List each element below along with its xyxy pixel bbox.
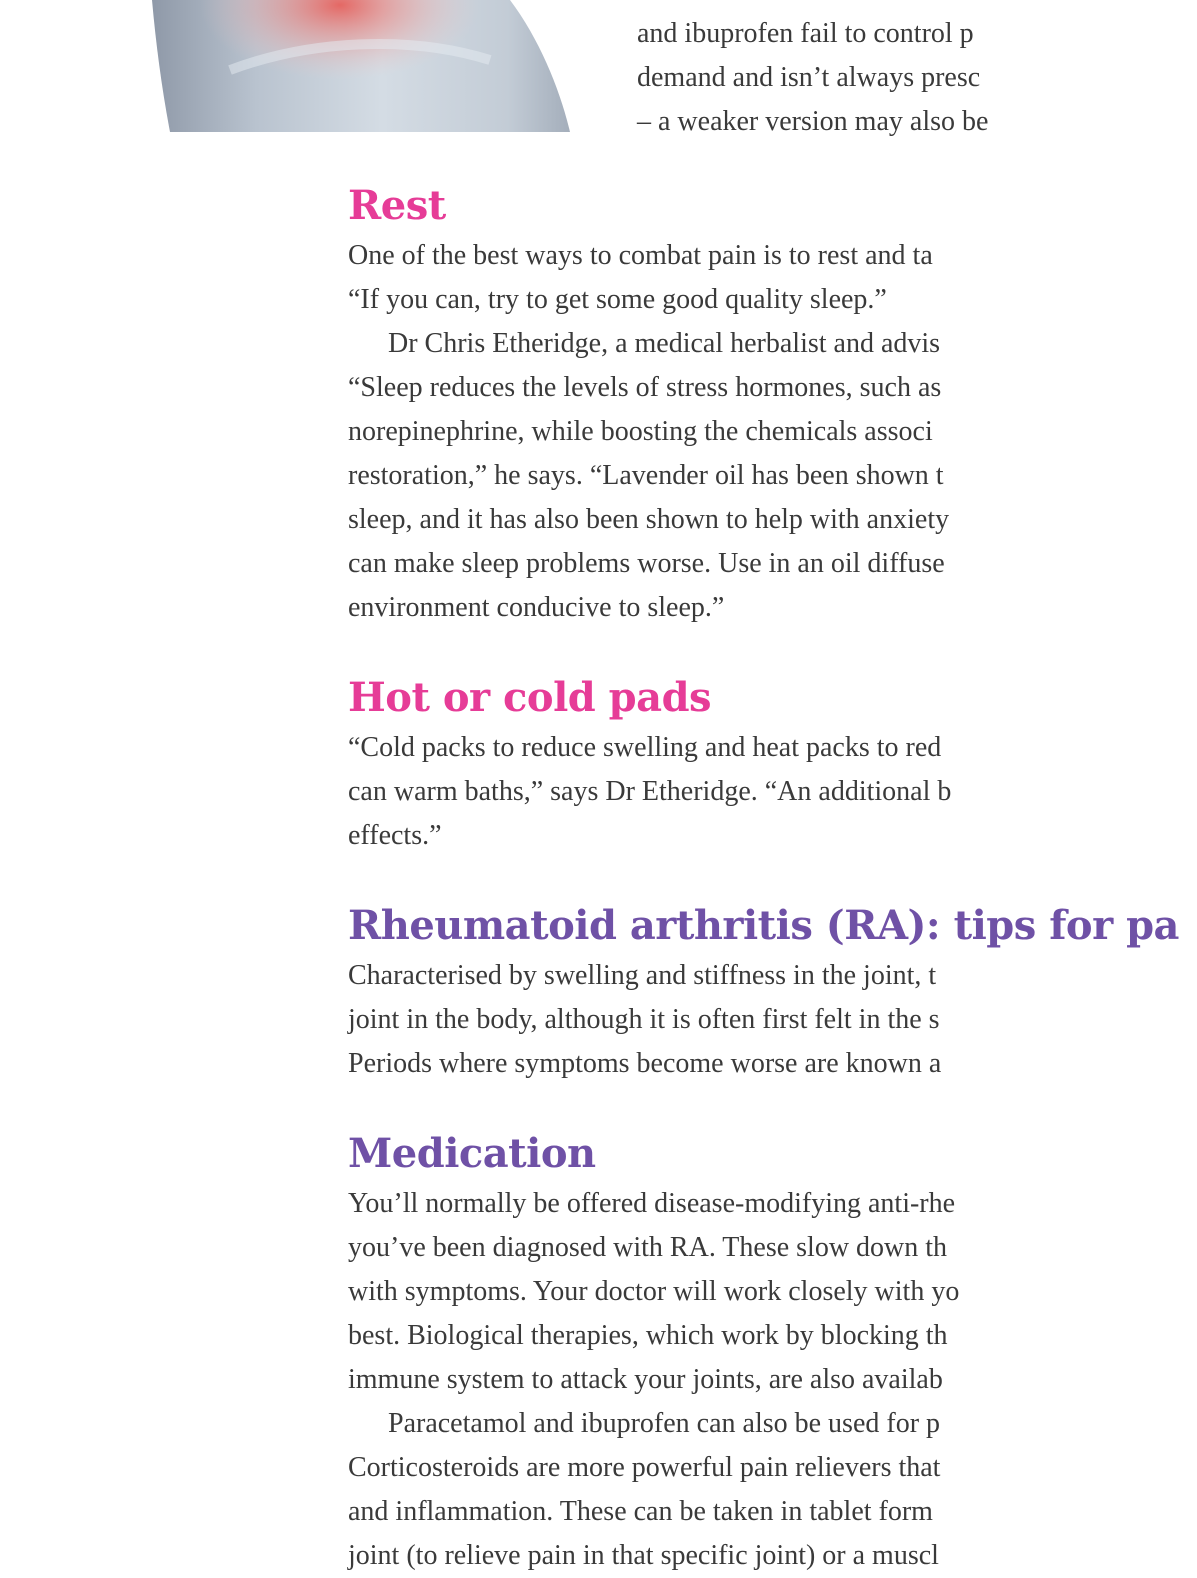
text-line: you’ve been diagnosed with RA. These slow down th [348,1232,948,1263]
text-line: demand and isn’t always presc [637,62,981,93]
text-line: best. Biological therapies, which work by blocking th [348,1320,948,1351]
section-heading-ra: Rheumatoid arthritis (RA): tips for pa [348,902,1179,949]
section-heading-hot-cold: Hot or cold pads [348,674,712,721]
article-body [348,178,1179,1578]
text-line: One of the best ways to combat pain is to rest and ta [348,240,933,271]
text-line: Corticosteroids are more powerful pain relievers that [348,1452,941,1483]
text-line: can make sleep problems worse. Use in an oil diffuse [348,548,945,579]
text-line: “Sleep reduces the levels of stress hormones, such as [348,372,942,403]
text-line: sleep, and it has also been shown to help with anxiety [348,504,950,535]
text-line: joint (to relieve pain in that specific joint) or a muscl [348,1540,939,1571]
text-line: and ibuprofen fail to control p [637,18,974,49]
text-line: Periods where symptoms become worse are known a [348,1048,942,1079]
text-line: Paracetamol and ibuprofen can also be used for p [388,1408,941,1439]
text-line: can warm baths,” says Dr Etheridge. “An additional b [348,776,952,807]
text-line: “If you can, try to get some good quality sleep.” [348,284,887,315]
arm-photo [150,0,570,132]
text-line: – a weaker version may also be [637,106,989,137]
section-heading-medication: Medication [348,1130,596,1177]
text-line: Characterised by swelling and stiffness in the joint, t [348,960,937,991]
text-line: “Cold packs to reduce swelling and heat packs to red [348,732,942,763]
text-line: with symptoms. Your doctor will work closely with yo [348,1276,960,1307]
text-line: restoration,” he says. “Lavender oil has been shown t [348,460,944,491]
top-text-column [637,12,1197,144]
text-line: Dr Chris Etheridge, a medical herbalist and advis [388,328,941,359]
text-line: and inflammation. These can be taken in tablet form [348,1496,933,1527]
text-line: environment conducive to sleep.” [348,592,725,623]
text-line: norepinephrine, while boosting the chemicals associ [348,416,933,447]
text-line: joint in the body, although it is often first felt in the s [348,1004,940,1035]
section-heading-rest: Rest [348,182,446,229]
text-line: You’ll normally be offered disease-modifying anti-rhe [348,1188,956,1219]
text-line: effects.” [348,820,442,851]
text-line: immune system to attack your joints, are also availab [348,1364,943,1395]
arm-illustration [150,0,570,132]
